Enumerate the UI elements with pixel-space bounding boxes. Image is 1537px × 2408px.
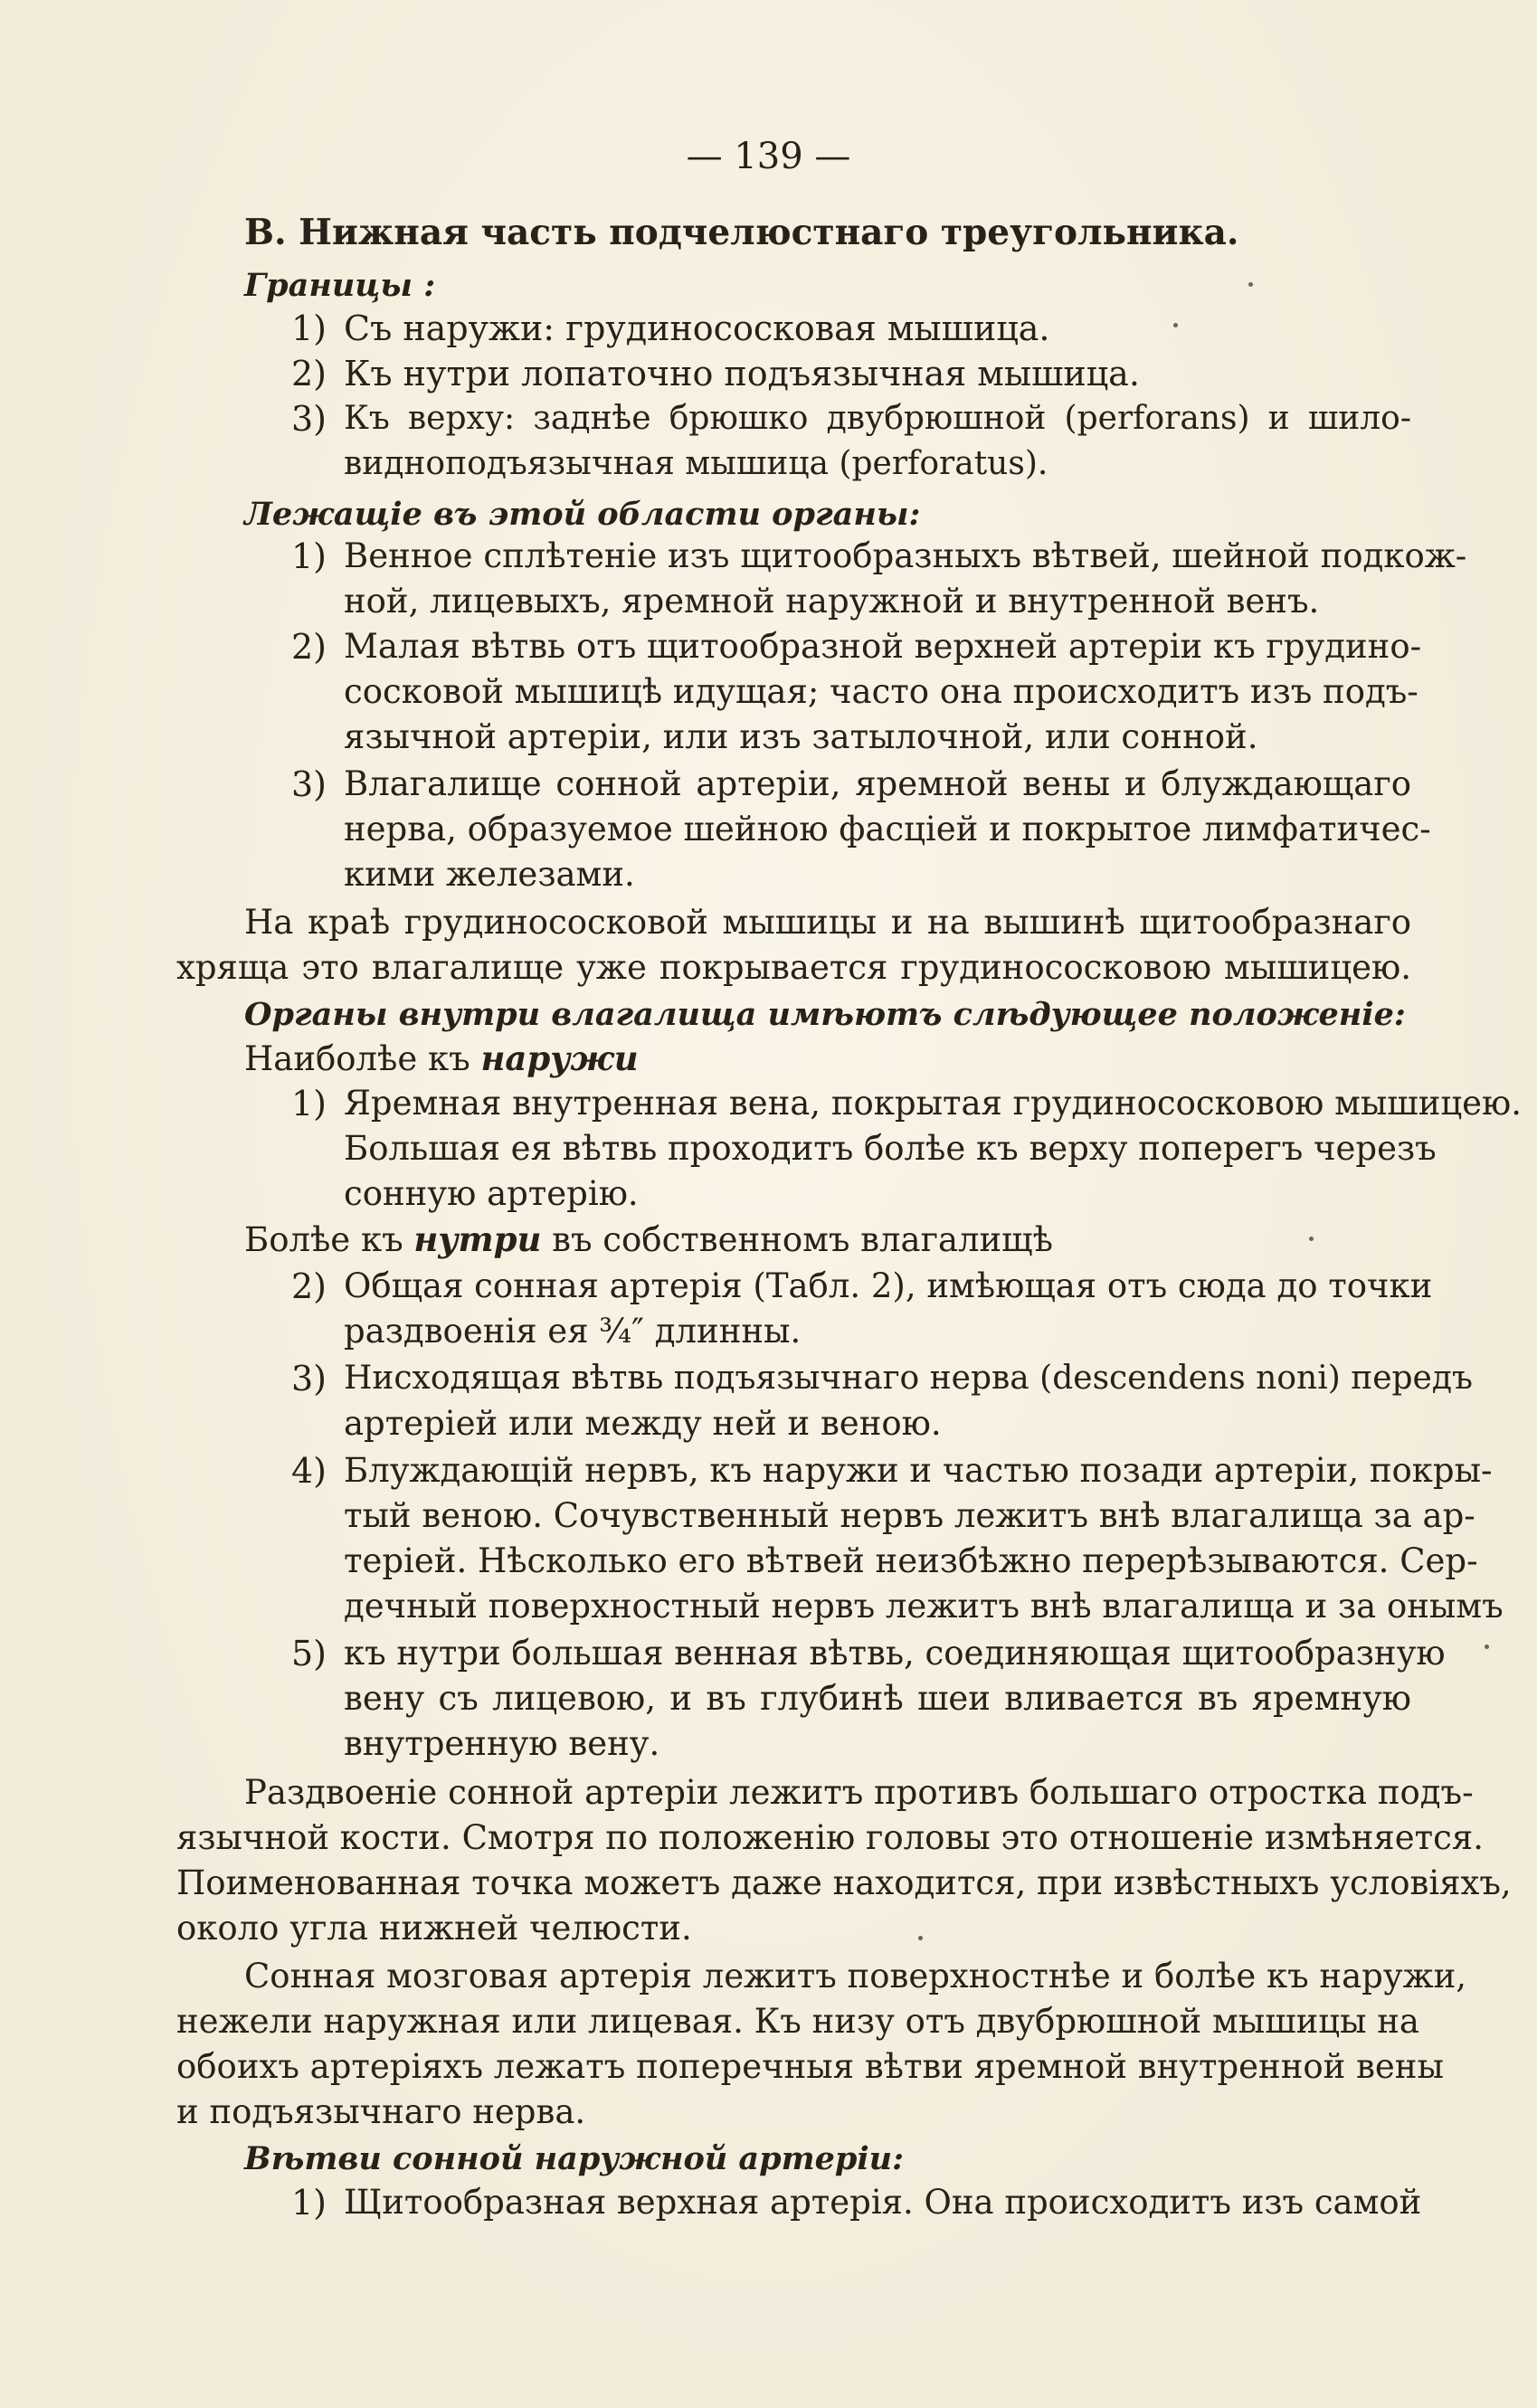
outer-label bbox=[244, 1036, 639, 1082]
list-item-line: Съ наружи: грудинососкoвая мышица. bbox=[344, 308, 1050, 348]
list-item-line: Большая ея вѣтвь проходитъ болѣе къ верху поперегъ черезъ bbox=[344, 1129, 1437, 1168]
paragraph-line: хряща это влагалище уже покрывается грудинососковою мышицею. bbox=[176, 948, 1411, 987]
list-item-line: Общая сонная артерiя (Табл. 2), имѣющая отъ сюда до точки bbox=[344, 1266, 1433, 1305]
list-item-line: Щитообразная верхная артерiя. Она происходитъ изъ самой bbox=[344, 2183, 1422, 2222]
list-number: 2) bbox=[291, 627, 327, 667]
outer-label-emph: наружи bbox=[480, 1038, 639, 1078]
list-item-line: вену съ лицевою, и въ глубинѣ шеи вливается въ яремную bbox=[344, 1679, 1411, 1718]
list-number: 1) bbox=[291, 308, 327, 348]
list-item-line: Блуждающiй нервъ, къ наружи и частью позади артерiи, покры- bbox=[344, 1451, 1493, 1490]
list-item-line: видноподъязычная мышица (perforatus). bbox=[344, 445, 1048, 482]
list-number: 3) bbox=[291, 1359, 327, 1398]
paragraph-line: Поименованная точка можетъ даже находится, при извѣстныхъ условiяхъ, bbox=[176, 1863, 1512, 1902]
list-item-line: Къ верху: заднѣе брюшко двубрюшной (perforans) и шило- bbox=[344, 400, 1411, 437]
list-item-line: Малая вѣтвь отъ щитообразной верхней артерiи къ грудино- bbox=[344, 627, 1422, 666]
paragraph-line: и подъязычнаго нерва. bbox=[176, 2092, 586, 2131]
list-item-line: Къ нутри лопаточно подъязычная мышица. bbox=[344, 354, 1140, 393]
paragraph-line: обоихъ артерiяхъ лежатъ поперечныя вѣтви яремной внутренной вены bbox=[176, 2047, 1444, 2086]
list-item-line: кими железами. bbox=[344, 855, 635, 894]
list-number: 1) bbox=[291, 1084, 327, 1123]
list-item-line: раздвоенiя ея ¾″ длинны. bbox=[344, 1312, 802, 1351]
list-item-line: Яремная внутренная вена, покрытая грудинососковою мышицею. bbox=[344, 1084, 1523, 1123]
list-item-line: Нисходящая вѣтвь подъязычнаго нерва (descendens noni) передъ bbox=[344, 1360, 1473, 1397]
list-item-line: терiей. Нѣсколько его вѣтвей неизбѣжно перерѣзываются. Сер- bbox=[344, 1541, 1478, 1580]
paragraph-line: Сонная мозговая артерiя лежитъ поверхностнѣе и болѣе къ наружи, bbox=[244, 1957, 1467, 1996]
inner-label-text: Болѣе къ bbox=[244, 1220, 414, 1259]
list-item-line: внутренную вену. bbox=[344, 1724, 660, 1763]
list-number: 3) bbox=[291, 399, 327, 439]
paragraph-line: Раздвоенiе сонной артерiи лежитъ противъ большаго отростка подъ- bbox=[244, 1773, 1474, 1812]
list-number: 2) bbox=[291, 354, 327, 393]
list-item-line: Венное сплѣтенiе изъ щитообразныхъ вѣтвей, шейной подкож- bbox=[344, 536, 1467, 575]
paragraph-line: нежели наружная или лицевая. Къ низу отъ двубрюшной мышицы на bbox=[176, 2002, 1419, 2041]
scan-speck bbox=[1485, 1645, 1489, 1649]
list-item-line: Влагалище сонной артерiи, яремной вены и блуждающаго bbox=[344, 764, 1411, 803]
scan-speck bbox=[1173, 323, 1178, 327]
list-item-line: тый веною. Сочувственный нервъ лежитъ внѣ влагалища за ар- bbox=[344, 1496, 1475, 1535]
list-item-line: язычной артерiи, или изъ затылочной, или сонной. bbox=[344, 717, 1258, 756]
list-item-line: къ нутри большая венная вѣтвь, соединяющая щитообразную bbox=[344, 1634, 1446, 1673]
section-letter: B. bbox=[244, 212, 287, 253]
page-number: — 139 — bbox=[686, 136, 851, 177]
scan-speck bbox=[1248, 282, 1253, 287]
branches-label: Вѣтви сонной наружной артерiи: bbox=[244, 2140, 905, 2177]
section-heading bbox=[244, 210, 1238, 255]
inner-label bbox=[244, 1217, 1053, 1263]
list-number: 1) bbox=[291, 536, 327, 576]
inner-label-emph: нутри bbox=[413, 1219, 542, 1259]
list-item-line: артерiей или между ней и веною. bbox=[344, 1404, 942, 1443]
list-item-line: ной, лицевыхъ, яремной наружной и внутренной венъ. bbox=[344, 582, 1320, 621]
list-number: 5) bbox=[291, 1634, 327, 1673]
section-title: Нижная часть подчелюстнаго треугольника. bbox=[299, 212, 1239, 253]
organs-label: Лежащiе въ этой области органы: bbox=[244, 496, 921, 533]
paragraph-line: около угла нижней челюсти. bbox=[176, 1909, 692, 1948]
list-item-line: сосковой мышицѣ идущая; часто она происходитъ изъ подъ- bbox=[344, 672, 1418, 711]
paragraph-line: На краѣ грудинососковой мышицы и на вышинѣ щитообразнаго bbox=[244, 903, 1411, 942]
outer-label-text: Наиболѣе къ bbox=[244, 1039, 481, 1078]
list-number: 2) bbox=[291, 1266, 327, 1306]
borders-label: Границы : bbox=[244, 267, 436, 304]
paragraph-line: язычной кости. Смотря по положенiю головы это отношенiе измѣняется. bbox=[176, 1818, 1484, 1857]
scan-speck bbox=[1309, 1237, 1314, 1241]
inside-label: Органы внутри влагалища имѣютъ слѣдующее положенiе: bbox=[244, 996, 1406, 1033]
inner-label-rest: въ собственномъ влагалищѣ bbox=[541, 1220, 1053, 1259]
list-number: 1) bbox=[291, 2183, 327, 2223]
list-number: 3) bbox=[291, 764, 327, 804]
list-item-line: сонную артерiю. bbox=[344, 1174, 639, 1213]
list-item-line: дечный поверхностный нервъ лежитъ внѣ влагалища и за онымъ bbox=[344, 1587, 1504, 1626]
scan-speck bbox=[918, 1936, 923, 1940]
list-number: 4) bbox=[291, 1451, 327, 1491]
list-item-line: нерва, образуемое шейною фасцiей и покрытое лимфатичес- bbox=[344, 810, 1431, 848]
